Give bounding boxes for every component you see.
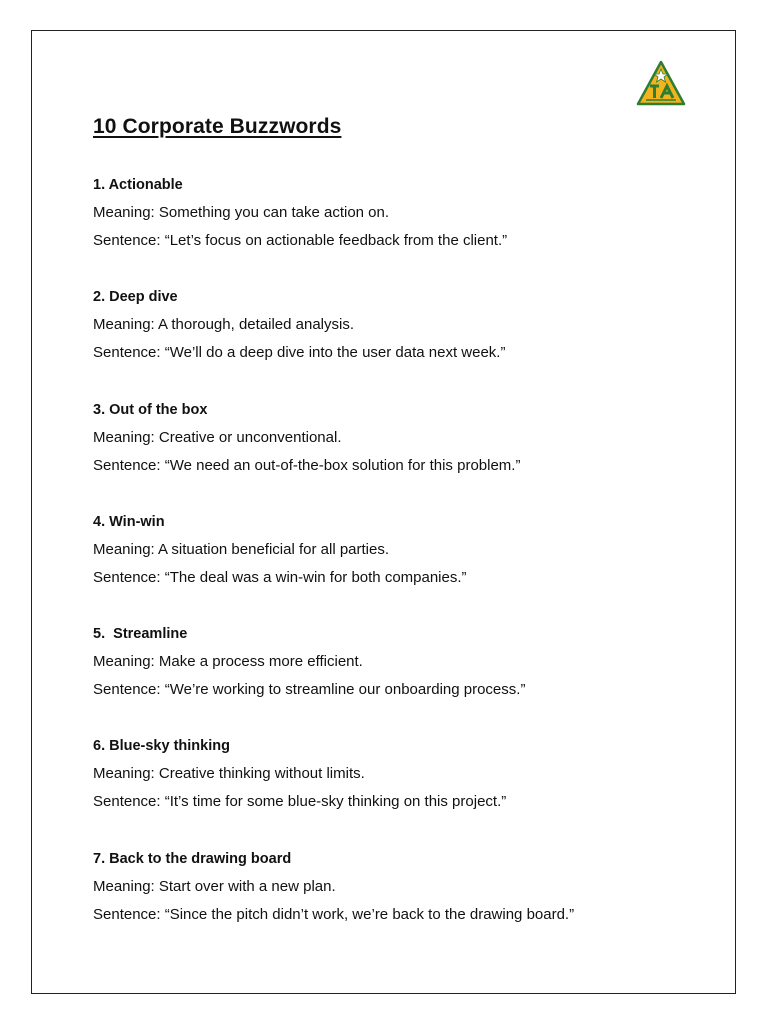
entry-sentence: Sentence: “Since the pitch didn’t work, we’re back to the drawing board.” (93, 905, 575, 923)
entry-meaning: Meaning: Something you can take action on. (93, 204, 390, 221)
entry-sentence: Sentence: “We’re working to streamline our onboarding process.” (93, 681, 526, 699)
entry-sentence: Sentence: “Let’s focus on actionable feedback from the client.” (93, 232, 508, 249)
entry-meaning: Meaning: Start over with a new plan. (93, 877, 336, 895)
entry-heading: 4. Win-win (93, 513, 165, 530)
triangle-emblem-icon (636, 60, 686, 106)
entry-sentence: Sentence: “We’ll do a deep dive into the user data next week.” (93, 344, 506, 362)
entry-meaning: Meaning: A thorough, detailed analysis. (93, 316, 355, 334)
entry-heading: 3. Out of the box (93, 401, 208, 418)
entry-meaning: Meaning: Creative thinking without limits. (93, 765, 365, 783)
page-title: 10 Corporate Buzzwords (93, 115, 342, 138)
buzzword-entry (93, 848, 713, 960)
entry-sentence: Sentence: “It’s time for some blue-sky thinking on this project.” (93, 793, 507, 811)
entry-meaning: Meaning: A situation beneficial for all parties. (93, 540, 390, 558)
buzzword-entry (93, 623, 713, 735)
entry-sentence: Sentence: “The deal was a win-win for both companies.” (93, 568, 467, 586)
entry-meaning: Meaning: Creative or unconventional. (93, 428, 342, 446)
entry-heading: 6. Blue-sky thinking (93, 738, 230, 755)
entry-heading: 2. Deep dive (93, 289, 178, 306)
buzzword-entry (93, 735, 713, 847)
buzzword-entry (93, 286, 713, 398)
buzzword-list (93, 174, 713, 960)
entry-heading: 1. Actionable (93, 177, 183, 193)
entry-heading: 7. Back to the drawing board (93, 850, 292, 867)
entry-meaning: Meaning: Make a process more efficient. (93, 653, 363, 671)
entry-sentence: Sentence: “We need an out-of-the-box solution for this problem.” (93, 456, 521, 474)
buzzword-entry (93, 174, 713, 286)
entry-heading: 5. Streamline (93, 626, 188, 643)
buzzword-entry (93, 399, 713, 511)
buzzword-entry (93, 511, 713, 623)
